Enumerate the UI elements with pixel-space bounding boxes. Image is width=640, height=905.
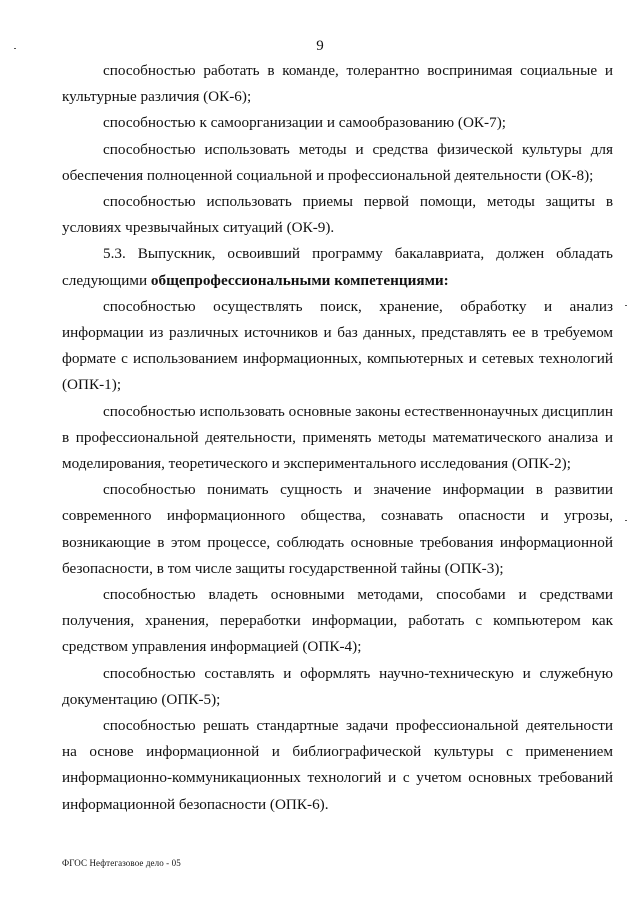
section-intro-bold: общепрофессиональными компетенциями: [150,271,449,289]
scan-speck [625,520,627,521]
paragraph-opk2: способностью использовать основные законы естественнонаучных дисциплин в профессиональной деятельности, применять методы математического анализа и моделирования, теоретического и экспериментального исследования (ОПК-2); [62,402,613,473]
section-intro-text: 5.3. Выпускник, освоивший программу бакалавриата, должен обладать следующими [62,245,613,289]
paragraph-opk5: способностью составлять и оформлять научно-техническую и служебную документацию (ОПК-5); [62,664,613,708]
scan-speck [625,305,627,306]
document-body [62,58,613,818]
page-number: 9 [316,38,324,54]
paragraph-ok8: способностью использовать методы и средства физической культуры для обеспечения полноценной социальной и профессиональной деятельности (ОК-8); [62,140,613,184]
paragraph-ok9: способностью использовать приемы первой помощи, методы защиты в условиях чрезвычайных ситуаций (ОК-9). [62,193,613,237]
scan-speck [14,48,16,49]
paragraph-ok7: способностью к самоорганизации и самообразованию (ОК-7); [103,114,506,132]
paragraph-opk6: способностью решать стандартные задачи профессиональной деятельности на основе информационной и библиографической культуры с применением информационно-коммуникационных технологий и с учетом основных требований информационной безопасности (ОПК-6). [62,717,613,813]
footer-note: ФГОС Нефтегазовое дело - 05 [62,858,181,868]
paragraph-ok6: способностью работать в команде, толерантно воспринимая социальные и культурные различия (ОК-6); [62,62,613,106]
paragraph-section-5-3 [62,241,613,293]
paragraph-opk4: способностью владеть основными методами, способами и средствами получения, хранения, переработки информации, работать с компьютером как средством управления информацией (ОПК-4); [62,586,613,656]
paragraph-opk3: способностью понимать сущность и значение информации в развитии современного информационного общества, сознавать опасности и угрозы, возникающие в этом процессе, соблюдать основные требования информационной безопасности, в том числе защиты государственной тайны (ОПК-3); [62,481,613,577]
paragraph-opk1: способностью осуществлять поиск, хранение, обработку и анализ информации из различных источников и баз данных, представлять ее в требуемом формате с использованием информационных, компьютерных и сетевых технологий (ОПК-1); [62,297,613,394]
